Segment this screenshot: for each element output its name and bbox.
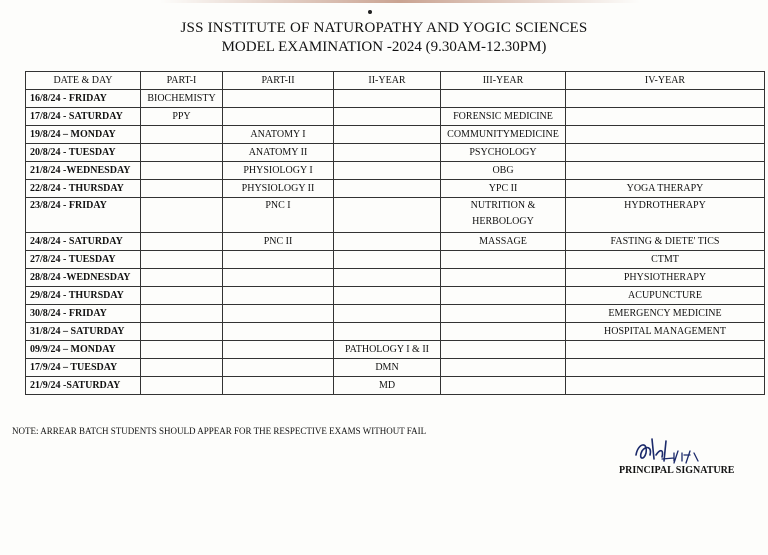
table-header-row	[26, 72, 765, 90]
table-row	[26, 305, 765, 323]
part1-cell	[141, 144, 223, 162]
part2-cell	[223, 287, 334, 305]
year4-cell	[566, 341, 765, 359]
year3-cell	[441, 377, 566, 395]
year4-cell: HYDROTHERAPY	[566, 198, 765, 233]
year2-cell	[334, 180, 441, 198]
year4-cell	[566, 377, 765, 395]
part1-cell	[141, 251, 223, 269]
year4-cell	[566, 126, 765, 144]
year2-cell	[334, 108, 441, 126]
year4-cell: YOGA THERAPY	[566, 180, 765, 198]
table-row	[26, 287, 765, 305]
date-cell: 09/9/24 – MONDAY	[26, 341, 141, 359]
exam-schedule-table	[25, 71, 765, 395]
year2-cell	[334, 251, 441, 269]
year4-cell	[566, 359, 765, 377]
year3-cell: FORENSIC MEDICINE	[441, 108, 566, 126]
table-row	[26, 144, 765, 162]
year3-cell: MASSAGE	[441, 233, 566, 251]
year2-cell: PATHOLOGY I & II	[334, 341, 441, 359]
date-cell: 17/8/24 - SATURDAY	[26, 108, 141, 126]
date-cell: 22/8/24 - THURSDAY	[26, 180, 141, 198]
part2-cell	[223, 377, 334, 395]
table-row	[26, 341, 765, 359]
year3-cell: OBG	[441, 162, 566, 180]
part1-cell	[141, 126, 223, 144]
date-cell: 24/8/24 - SATURDAY	[26, 233, 141, 251]
year4-cell	[566, 90, 765, 108]
table-row	[26, 108, 765, 126]
table-row	[26, 323, 765, 341]
year3-cell: COMMUNITYMEDICINE	[441, 126, 566, 144]
part2-cell	[223, 108, 334, 126]
col-header-year4: IV-YEAR	[566, 72, 765, 90]
part1-cell	[141, 341, 223, 359]
part2-cell: PHYSIOLOGY I	[223, 162, 334, 180]
part1-cell	[141, 287, 223, 305]
part2-cell	[223, 341, 334, 359]
year3-cell	[441, 323, 566, 341]
part2-cell: PNC I	[223, 198, 334, 233]
year3-cell	[441, 251, 566, 269]
date-cell: 21/9/24 -SATURDAY	[26, 377, 141, 395]
table-row	[26, 233, 765, 251]
table-row	[26, 90, 765, 108]
part1-cell	[141, 305, 223, 323]
date-cell: 19/8/24 – MONDAY	[26, 126, 141, 144]
year2-cell: DMN	[334, 359, 441, 377]
part2-cell	[223, 269, 334, 287]
year3-cell: PSYCHOLOGY	[441, 144, 566, 162]
year2-cell	[334, 126, 441, 144]
col-header-year3: III-YEAR	[441, 72, 566, 90]
table-row	[26, 180, 765, 198]
part2-cell: PNC II	[223, 233, 334, 251]
year4-cell: FASTING & DIETE' TICS	[566, 233, 765, 251]
date-cell: 29/8/24 - THURSDAY	[26, 287, 141, 305]
table-row	[26, 198, 765, 233]
year2-cell	[334, 144, 441, 162]
year2-cell: MD	[334, 377, 441, 395]
col-header-part2: PART-II	[223, 72, 334, 90]
date-cell: 27/8/24 - TUESDAY	[26, 251, 141, 269]
year2-cell	[334, 269, 441, 287]
date-cell: 28/8/24 -WEDNESDAY	[26, 269, 141, 287]
year4-cell	[566, 162, 765, 180]
part1-cell	[141, 233, 223, 251]
year2-cell	[334, 305, 441, 323]
part1-cell	[141, 198, 223, 233]
part2-cell	[223, 305, 334, 323]
part2-cell: ANATOMY I	[223, 126, 334, 144]
table-row	[26, 269, 765, 287]
ink-dot	[368, 10, 372, 14]
year2-cell	[334, 233, 441, 251]
date-cell: 17/9/24 – TUESDAY	[26, 359, 141, 377]
part1-cell	[141, 359, 223, 377]
col-header-part1: PART-I	[141, 72, 223, 90]
part1-cell	[141, 269, 223, 287]
handwritten-signature	[630, 433, 730, 469]
table-row	[26, 162, 765, 180]
year3-cell	[441, 287, 566, 305]
date-cell: 16/8/24 - FRIDAY	[26, 90, 141, 108]
year3-cell	[441, 269, 566, 287]
year3-cell	[441, 305, 566, 323]
col-header-year2: II-YEAR	[334, 72, 441, 90]
part1-cell	[141, 180, 223, 198]
year3-cell	[441, 359, 566, 377]
year2-cell	[334, 198, 441, 233]
principal-signature-label: PRINCIPAL SIGNATURE	[619, 465, 735, 476]
year3-cell: YPC II	[441, 180, 566, 198]
date-cell: 30/8/24 - FRIDAY	[26, 305, 141, 323]
year3-cell	[441, 90, 566, 108]
date-cell: 20/8/24 - TUESDAY	[26, 144, 141, 162]
part1-cell: PPY	[141, 108, 223, 126]
year3-cell: NUTRITION & HERBOLOGY	[441, 198, 566, 233]
year2-cell	[334, 287, 441, 305]
part2-cell: PHYSIOLOGY II	[223, 180, 334, 198]
year4-cell: HOSPITAL MANAGEMENT	[566, 323, 765, 341]
year4-cell	[566, 144, 765, 162]
date-cell: 23/8/24 - FRIDAY	[26, 198, 141, 233]
arrear-note: NOTE: ARREAR BATCH STUDENTS SHOULD APPEAR FOR THE RESPECTIVE EXAMS WITHOUT FAIL	[12, 426, 427, 436]
year2-cell	[334, 90, 441, 108]
year3-cell	[441, 341, 566, 359]
part2-cell: ANATOMY II	[223, 144, 334, 162]
part2-cell	[223, 359, 334, 377]
col-header-date: DATE & DAY	[26, 72, 141, 90]
year4-cell: PHYSIOTHERAPY	[566, 269, 765, 287]
table-row	[26, 251, 765, 269]
date-cell: 31/8/24 – SATURDAY	[26, 323, 141, 341]
table-row	[26, 126, 765, 144]
part2-cell	[223, 90, 334, 108]
institute-title: JSS INSTITUTE OF NATUROPATHY AND YOGIC SCIENCES	[180, 20, 588, 36]
part2-cell	[223, 251, 334, 269]
table-row	[26, 377, 765, 395]
year4-cell: ACUPUNCTURE	[566, 287, 765, 305]
date-cell: 21/8/24 -WEDNESDAY	[26, 162, 141, 180]
part1-cell: BIOCHEMISTY	[141, 90, 223, 108]
part1-cell	[141, 377, 223, 395]
part2-cell	[223, 323, 334, 341]
year4-cell	[566, 108, 765, 126]
part1-cell	[141, 323, 223, 341]
year4-cell: EMERGENCY MEDICINE	[566, 305, 765, 323]
table-row	[26, 359, 765, 377]
year2-cell	[334, 162, 441, 180]
page-top-edge	[160, 0, 640, 3]
year2-cell	[334, 323, 441, 341]
exam-title: MODEL EXAMINATION -2024 (9.30AM-12.30PM)	[221, 39, 547, 55]
part1-cell	[141, 162, 223, 180]
year4-cell: CTMT	[566, 251, 765, 269]
